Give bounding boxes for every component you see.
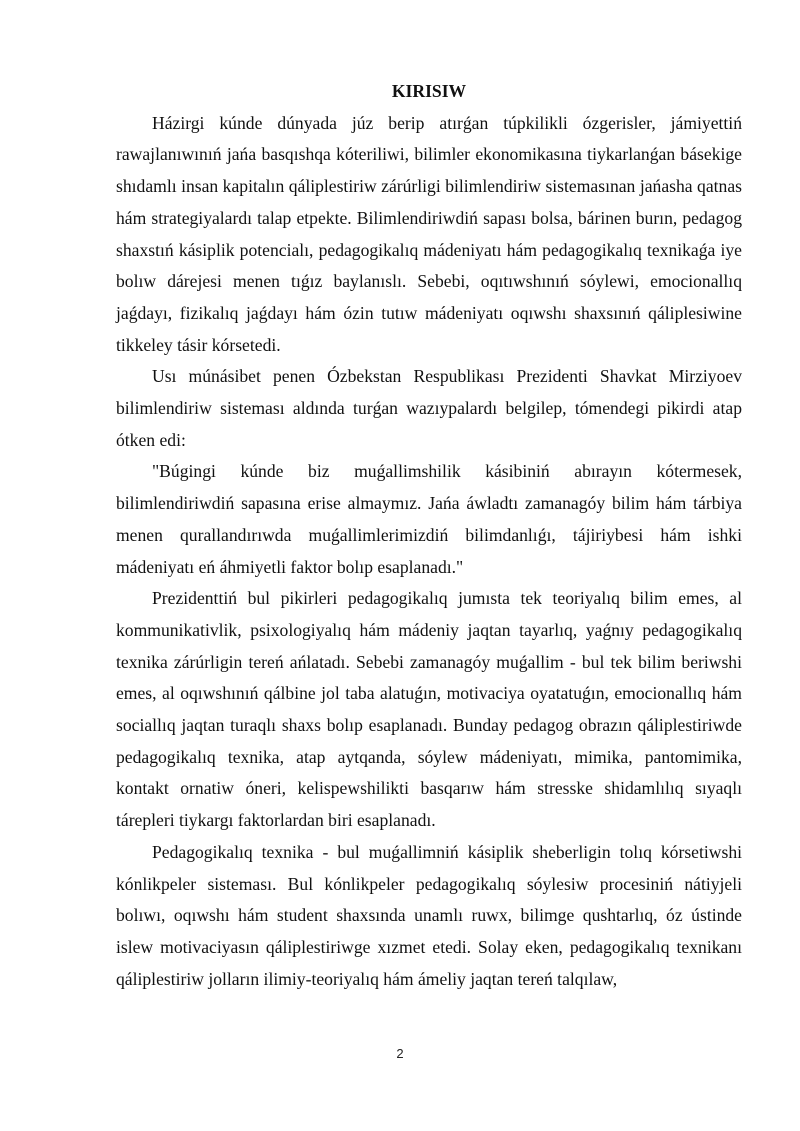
page-number: 2 (396, 1046, 404, 1061)
paragraph-commentary: Prezidenttiń bul pikirleri pedagogikalıq jumısta tek teoriyalıq bilim emes, al kommunikativlik, psixologiyalıq hám mádeniy jaqtan tayarlıq, yaǵnıy pedagogikalıq texnika zárúrligin tereń ańlatadı. Sebebi zamanagóy muǵallim - bul tek bilim beriwshi emes, al oqıwshınıń qálbine jol taba alatuǵın, motivaciya oyatatuǵın, emocionallıq hám sociallıq jaqtan turaqlı shaxs bolıp esaplanadı. Bunday pedagog obrazın qáliplestiriwde pedagogikalıq texnika, atap aytqanda, sóylew mádeniyatı, mimika, pantomimika, kontakt ornatiw óneri, kelispewshilikti basqarıw hám stresske shidamlılıq sıyaqlı tárepleri tiykargı faktorlardan biri esaplanadı. (116, 588, 742, 831)
page-body (116, 76, 742, 995)
paragraph-quote: "Búgingi kúnde biz muǵallimshilik kásibiniń abırayın kótermesek, bilimlendiriwdiń sapasına erise almaymız. Jańa áwladtı zamanagóy bilim hám tárbiya menen qurallandırıwda muǵallimlerimizdiń bilimdanlıǵı, tájiriybesi hám ishki mádeniyatı eń áhmiyetli faktor bolıp esaplanadı." (116, 461, 742, 577)
paragraph-president-reference: Usı múnásibet penen Ózbekstan Respublikası Prezidenti Shavkat Mirziyoev bilimlendiriw sisteması aldında turǵan wazıypalardı belgilep, tómendegi pikirdi atap ótken edi: (116, 366, 742, 450)
paragraph-pedagogical-technique: Pedagogikalıq texnika - bul muǵallimniń kásiplik sheberligin tolıq kórsetiwshi kónlikpeler sisteması. Bul kónlikpeler pedagogikalıq sóylesiw procesiniń nátiyjeli bolıwı, oqıwshı hám student shaxsında unamlı ruwx, bilimge qushtarlıq, óz ústinde islew motivaciyasın qáliplestiriwge xızmet etedi. Solay eken, pedagogikalıq texnikanı qáliplestiriw jolların ilimiy-teoriyalıq hám ámeliy jaqtan tereń talqılaw, (116, 841, 742, 989)
paragraph-intro: Házirgi kúnde dúnyada júz berip atırǵan túpkilikli ózgerisler, jámiyettiń rawajlanıwınıń jańa basqıshqa kóteriliwi, bilimler ekonomikasına tiykarlanǵan básekige shıdamlı insan kapitalın qáliplestiriw zárúrligi bilimlendiriw sistemasınan jańasha qatnas hám strategiyalardı talap etpekte. Bilimlendiriwdiń sapası bolsa, bárinen burın, pedagog shaxstıń kásiplik potencialı, pedagogikalıq mádeniyatı hám pedagogikalıq texnikaǵa iye bolıw dárejesi menen tıǵız baylanıslı. Sebebi, oqıtıwshınıń sóylewi, emocionallıq jaǵdayı, fizikalıq jaǵdayı hám ózin tutıw mádeniyatı oqıwshı shaxsınıń qáliplesiwine tikkeley tásir kórsetedi. (116, 112, 742, 355)
section-heading: KIRISIW (391, 81, 467, 101)
